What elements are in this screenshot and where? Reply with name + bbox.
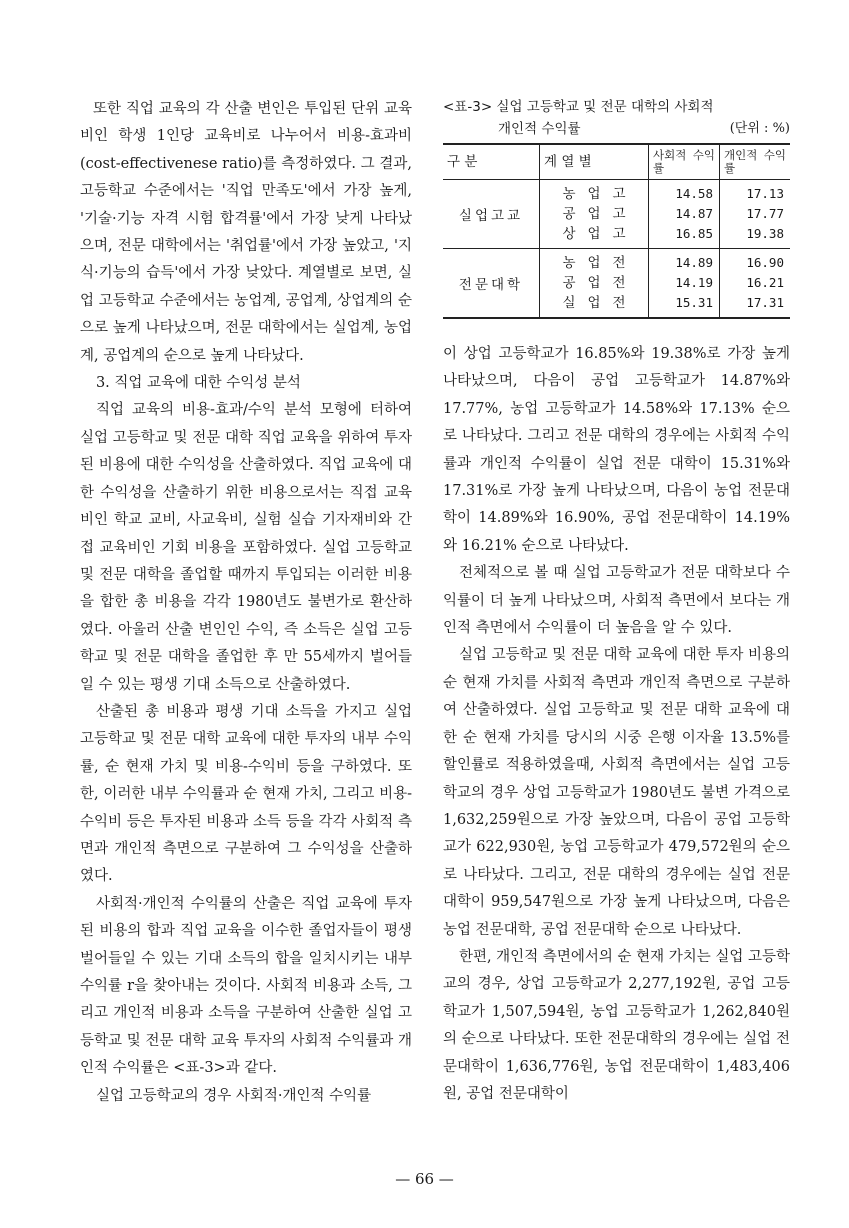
right-text	[443, 341, 790, 1108]
field-cell: 공업전	[540, 273, 649, 293]
paragraph: 이 상업 고등학교가 16.85%와 19.38%로 가장 높게 나타났으며, 다음이 공업 고등학교가 14.87%와 17.77%, 농업 고등학교가 14.58%와 17.13% 순으로 나타났다. 그리고 전문 대학의 경우에는 사회적 수익률과 개인적 수익률이 실업 전문 대학이 15.31%와 17.31%로 가장 높게 나타났으며, 다음이 농업 전문대학이 14.89%와 16.90%, 공업 전문대학이 14.19%와 16.21% 순으로 나타났다.	[443, 346, 790, 554]
table-caption-line2: 개인적 수익률	[498, 121, 581, 137]
individual-cell: 17.77	[720, 204, 791, 224]
field-cell: 농업전	[540, 249, 649, 274]
table-caption	[443, 96, 790, 140]
field-cell: 공업고	[540, 204, 649, 224]
social-cell: 16.85	[649, 224, 720, 249]
field-cell: 실업전	[540, 293, 649, 318]
social-cell: 14.58	[649, 180, 720, 205]
returns-table	[443, 143, 790, 319]
individual-cell: 17.13	[720, 180, 791, 205]
individual-cell: 16.21	[720, 273, 791, 293]
table-row	[443, 249, 790, 274]
header-group: 구 분	[443, 144, 540, 180]
paragraph: 전체적으로 볼 때 실업 고등학교가 전문 대학보다 수익률이 더 높게 나타났으며, 사회적 측면에서 보다는 개인적 측면에서 수익률이 더 높음을 알 수 있다.	[443, 565, 790, 637]
header-social: 사회적 수익률	[649, 144, 720, 180]
left-column	[80, 96, 412, 1110]
page-number: — 66 —	[395, 1170, 454, 1188]
field-cell: 농업고	[540, 180, 649, 205]
paragraph: 실업 고등학교 및 전문 대학 교육에 대한 투자 비용의 순 현재 가치를 사회적 측면과 개인적 측면으로 구분하여 산출하였다. 실업 고등학교 및 전문 대학 교육에 대한 순 현재 가치를 당시의 시중 은행 이자율 13.5%를 할인률로 적용하였을때, 사회적 측면에서는 실업 고등학교의 경우 상업 고등학교가 1980년도 불변 가격으로 1,632,259원으로 가장 높았으며, 다음이 공업 고등학교가 622,930원, 농업 고등학교가 479,572원의 순으로 나타났다. 그리고, 전문 대학의 경우에는 실업 전문대학이 959,547원으로 가장 높게 나타났으며, 다음은 농업 전문대학, 공업 전문대학 순으로 나타났다.	[443, 647, 790, 938]
individual-cell: 16.90	[720, 249, 791, 274]
social-cell: 15.31	[649, 293, 720, 318]
field-cell: 상업고	[540, 224, 649, 249]
table-caption-line1: <표-3> 실업 고등학교 및 전문 대학의 사회적	[443, 99, 714, 115]
paragraph: 산출된 총 비용과 평생 기대 소득을 가지고 실업 고등학교 및 전문 대학 교육에 대한 투자의 내부 수익률, 순 현재 가치 및 비용-수익비 등을 구하였다. 또한, 이러한 내부 수익률과 순 현재 가치, 그리고 비용-수익비 등은 투자된 비용과 소득 등을 각각 사회적 측면과 개인적 측면으로 구분하여 그 수익성을 산출하였다.	[80, 703, 412, 885]
social-cell: 14.19	[649, 273, 720, 293]
paragraph: 직업 교육의 비용-효과/수익 분석 모형에 터하여 실업 고등학교 및 전문 대학 직업 교육을 위하여 투자된 비용에 대한 수익성을 산출하였다. 직업 교육에 대한 수익성을 산출하기 위한 비용으로서는 직접 교육비인 학교 교비, 사교육비, 실험 실습 기자재비와 간접 교육비인 기회 비용을 포함하였다. 실업 고등학교 및 전문 대학을 졸업할 때까지 투입되는 이러한 비용을 합한 총 비용을 각각 1980년도 불변가로 환산하였다. 아울러 산출 변인인 수익, 즉 소득은 실업 고등학교 및 전문 대학을 졸업한 후 만 55세까지 벌어들일 수 있는 평생 기대 소득으로 산출하였다.	[80, 402, 412, 693]
group-label: 실업고교	[443, 180, 540, 249]
table-unit: (단위 : %)	[729, 121, 790, 136]
header-field: 계 열 별	[540, 144, 649, 180]
section-heading: 3. 직업 교육에 대한 수익성 분석	[95, 375, 301, 392]
paragraph: 한편, 개인적 측면에서의 순 현재 가치는 실업 고등학교의 경우, 상업 고등학교가 2,277,192원, 공업 고등학교가 1,507,594원, 농업 고등학교가 1,262,840원의 순으로 나타났다. 또한 전문대학의 경우에는 실업 전문대학이 1,636,776원, 농업 전문대학이 1,483,406원, 공업 전문대학이	[443, 948, 790, 1102]
individual-cell: 19.38	[720, 224, 791, 249]
paragraph: 사회적·개인적 수익률의 산출은 직업 교육에 투자된 비용의 합과 직업 교육을 이수한 졸업자들이 평생 벌어들일 수 있는 기대 소득의 합을 일치시키는 내부 수익률 r을 찾아내는 것이다. 사회적 비용과 소득, 그리고 개인적 비용과 소득을 구분하여 산출한 실업 고등학교 및 전문 대학 교육 투자의 사회적 수익률과 개인적 수익률은 <표-3>과 같다.	[80, 895, 412, 1077]
social-cell: 14.87	[649, 204, 720, 224]
paragraph: 실업 고등학교의 경우 사회적·개인적 수익률	[95, 1087, 372, 1104]
social-cell: 14.89	[649, 249, 720, 274]
right-column	[443, 96, 790, 1108]
paragraph: 또한 직업 교육의 각 산출 변인은 투입된 단위 교육비인 학생 1인당 교육비로 나누어서 비용-효과비(cost-effectivenese ratio)를 측정하였다. 그 결과, 고등학교 수준에서는 '직업 만족도'에서 가장 높게, '기술·기능 자격 시험 합격률'에서 가장 낮게 나타났으며, 전문 대학에서는 '취업률'에서 가장 높았고, '지식·기능의 습득'에서 가장 낮았다. 계열별로 보면, 실업 고등학교 수준에서는 농업계, 공업계, 상업계의 순으로 높게 나타났으며, 전문 대학에서는 실업계, 농업계, 공업계의 순으로 높게 나타났다.	[80, 101, 412, 364]
header-individual: 개인적 수익률	[720, 144, 791, 180]
group-label: 전문대학	[443, 249, 540, 319]
table-row	[443, 180, 790, 205]
individual-cell: 17.31	[720, 293, 791, 318]
table-block	[443, 96, 790, 319]
